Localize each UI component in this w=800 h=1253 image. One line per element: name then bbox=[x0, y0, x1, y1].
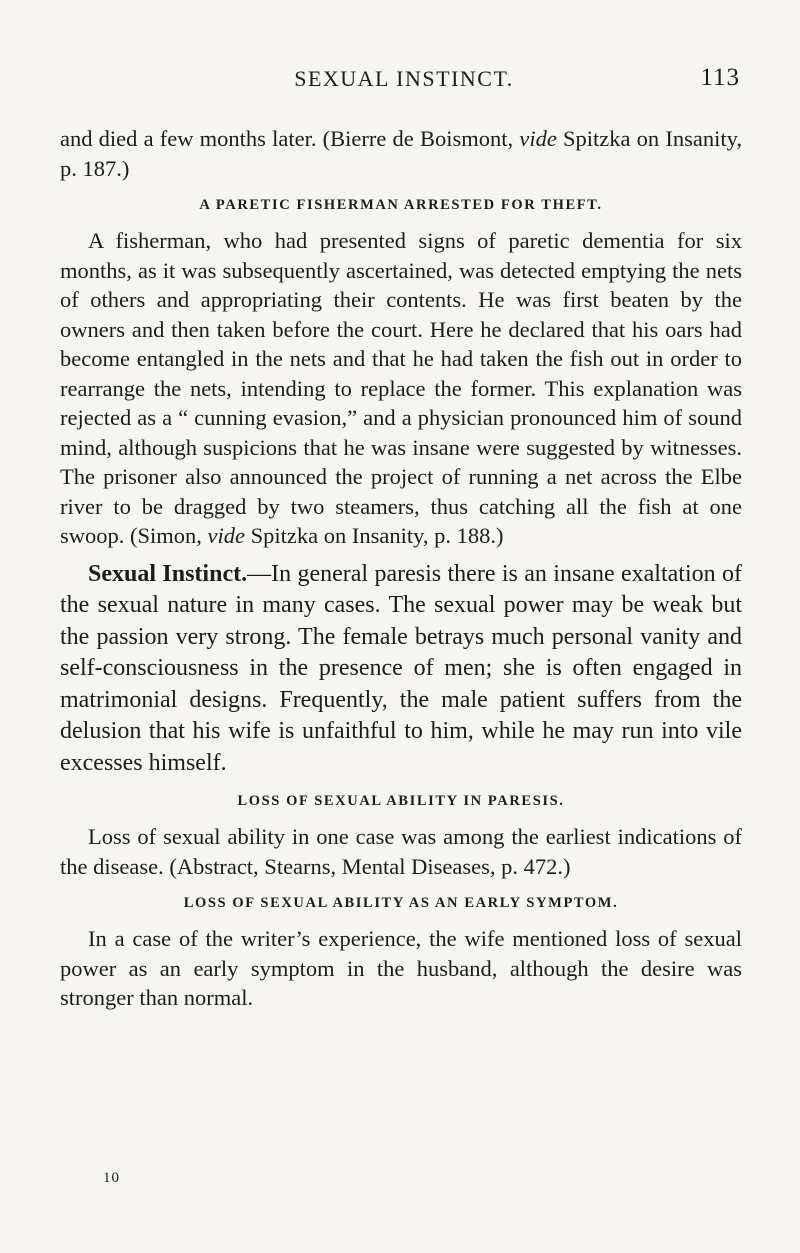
paragraph-continuation-tail: Spitzka on Insanity, p. 187.) bbox=[60, 126, 743, 181]
paragraph-fisherman-tail: Spitzka on Insanity, p. 188.) bbox=[250, 523, 504, 548]
page-number: 113 bbox=[700, 64, 740, 91]
paragraph-fisherman-lead: A fisherman, who had presented signs of paretic dementia for six months, as it was subsequently ascertained, was detected emptying the nets of others and appropriating their contents. He was first beaten by the owners and then taken before the court. Here he declared that his oars had become entangled in the nets and that he had taken the fish out in order to rearrange the nets, intending to replace the former. This explanation was rejected as a “ cunning evasion,” and a physician pronounced him of sound mind, although suspicions that he was insane were suggested by witnesses. The prisoner also announced the project of running a net across the Elbe river to be dragged by two steamers, thus catching all the fish at one swoop. (Simon, bbox=[60, 228, 742, 548]
paragraph-loss-in-paresis: Loss of sexual ability in one case was among the earliest indications of the disease. (Abstract, Stearns, Mental Diseases, p. 472.) bbox=[60, 824, 742, 879]
running-head bbox=[68, 66, 740, 106]
vide-italic: vide bbox=[207, 523, 245, 548]
paragraph-fisherman bbox=[60, 226, 742, 551]
section-sexual-instinct bbox=[60, 559, 742, 780]
paragraph-continuation bbox=[60, 124, 742, 183]
paragraph-continuation-lead: and died a few months later. (Bierre de Boismont, bbox=[60, 126, 514, 151]
subheading-paretic-fisherman: A PARETIC FISHERMAN ARRESTED FOR THEFT. bbox=[199, 197, 603, 213]
vide-italic: vide bbox=[519, 126, 557, 151]
printer-signature-mark: 10 bbox=[103, 1170, 120, 1186]
section-text: —In general paresis there is an insane exaltation of the sexual nature in many cases. The sexual power may be weak but the passion very strong. The female betrays much personal vanity and self-consciousness in the presence of men; she is often engaged in matrimonial designs. Frequently, the male patient suffers from the delusion that his wife is unfaithful to him, while he may run into vile excesses himself. bbox=[60, 560, 743, 776]
section-title: Sexual Instinct. bbox=[88, 560, 248, 587]
paragraph-early-symptom: In a case of the writer’s experience, the wife mentioned loss of sexual power as an early symptom in the husband, although the desire was stronger than normal. bbox=[60, 926, 742, 1010]
body-text bbox=[60, 124, 742, 1013]
subheading-early-symptom: LOSS OF SEXUAL ABILITY AS AN EARLY SYMPTOM. bbox=[183, 895, 619, 911]
running-title: SEXUAL INSTINCT. bbox=[294, 66, 514, 91]
subheading-loss-in-paresis: LOSS OF SEXUAL ABILITY IN PARESIS. bbox=[237, 793, 565, 809]
